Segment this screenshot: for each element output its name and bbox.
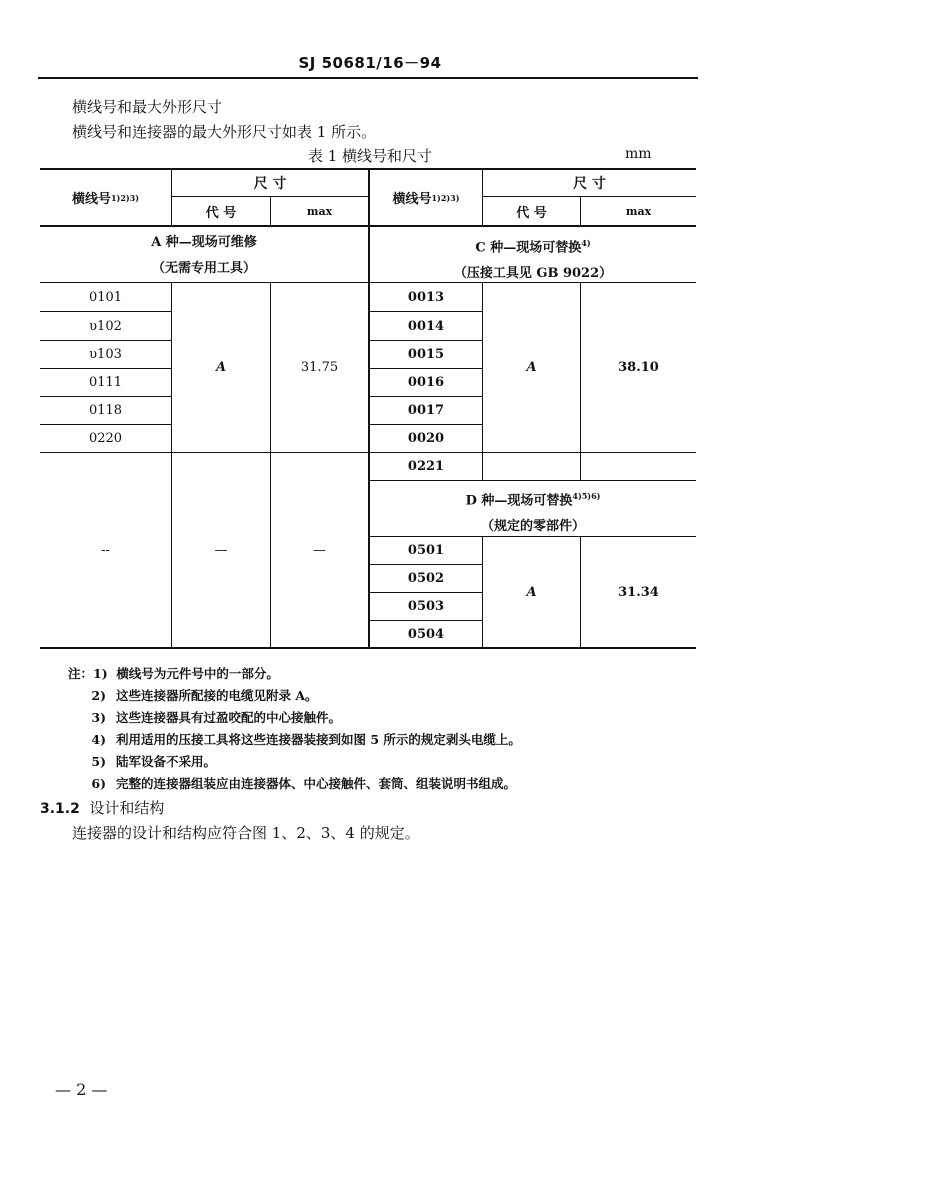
header-part-no-left: 横线号 1)2)3) — [71, 192, 140, 207]
table-row: 0016 — [407, 375, 445, 390]
clause-text: 连接器的设计和结构应符合图 1、2、3、4 的规定。 — [72, 824, 420, 842]
section-a-code: A — [215, 360, 227, 375]
section-c-max: 38.10 — [618, 360, 659, 375]
table-row: 0017 — [407, 403, 445, 418]
table-row: 0020 — [407, 431, 445, 446]
table-title: 表 1 横线号和尺寸 — [307, 147, 433, 165]
empty-max: — — [313, 542, 326, 558]
section-c-code: A — [526, 360, 537, 375]
table-row: 0101 — [88, 289, 123, 305]
note-1: 注：1) 横线号为元件号中的一部分。 — [68, 666, 279, 681]
table-row: 0015 — [407, 347, 445, 362]
header-max-left: max — [306, 204, 333, 218]
clause-heading: 3.1.2 设计和结构 — [40, 799, 165, 817]
table-row: 0220 — [88, 431, 123, 446]
header-rule — [38, 77, 698, 79]
empty-code: — — [214, 542, 228, 558]
header-dimension-right: 尺 寸 — [573, 176, 606, 192]
note-4: 4) 利用适用的压接工具将这些连接器装接到如图 5 所示的规定剥头电缆上。 — [91, 732, 521, 747]
note-5: 5) 陆军设备不采用。 — [91, 754, 217, 769]
table-row: 0111 — [88, 375, 123, 390]
header-part-no-right: 横线号 1)2)3) — [392, 192, 460, 207]
empty-part: -- — [101, 542, 110, 558]
table-row: 0501 — [407, 543, 445, 558]
section-a-heading: A 种—现场可维修 （无需专用工具） — [151, 235, 257, 276]
section-d-code: A — [526, 584, 537, 600]
table-row: 0013 — [407, 289, 445, 305]
page-number: — 2 — — [55, 1080, 108, 1099]
header-max-right: max — [625, 204, 652, 218]
table-row: 0221 — [407, 459, 445, 474]
note-3: 3) 这些连接器具有过盈咬配的中心接触件。 — [91, 710, 342, 725]
table-row: 0502 — [407, 571, 445, 586]
section-heading: 横线号和最大外形尺寸 — [72, 98, 223, 116]
section-d-max: 31.34 — [618, 584, 659, 600]
header-dimension-left: 尺 寸 — [253, 176, 287, 192]
table-unit: mm — [625, 146, 652, 162]
header-code-left: 代 号 — [205, 205, 237, 221]
note-2: 2) 这些连接器所配接的电缆见附录 A。 — [91, 688, 318, 703]
table-row: υ102 — [89, 318, 122, 334]
table-row: υ103 — [89, 347, 122, 362]
table-row: 0014 — [407, 318, 445, 334]
section-a-max: 31.75 — [300, 360, 339, 375]
table-row: 0503 — [407, 599, 445, 614]
table-row: 0118 — [88, 403, 123, 418]
table-row: 0504 — [407, 626, 445, 642]
section-c-heading: C 种—现场可替换$^{4)}$ （压接工具见 GB 9022） — [453, 238, 613, 282]
header-code-right: 代 号 — [516, 205, 547, 221]
document-code: SJ 50681/16－94 — [298, 54, 442, 72]
intro-text: 横线号和连接器的最大外形尺寸如表 1 所示。 — [72, 123, 377, 141]
note-6: 6) 完整的连接器组装应由连接器体、中心接触件、套筒、组装说明书组成。 — [91, 776, 517, 791]
section-d-heading: D 种—现场可替换$^{4)5)6)}$ （规定的零部件） — [465, 491, 601, 535]
